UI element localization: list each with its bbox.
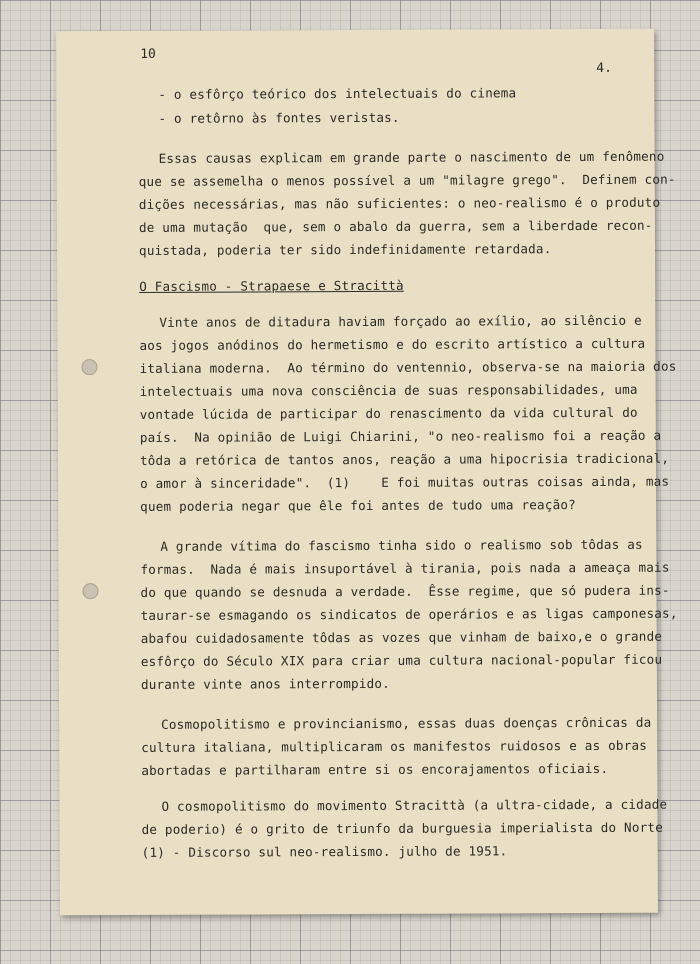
punch-hole-bottom bbox=[82, 583, 98, 599]
corner-number: 4. bbox=[596, 60, 612, 76]
text-line: quistada, poderia ter sido indefinidamente retardada. bbox=[138, 241, 552, 258]
page-number: 10 bbox=[140, 46, 156, 62]
text-line: que se assemelha o menos possível a um "milagre grego". Definem con- bbox=[138, 171, 676, 189]
text-line: esfôrço do Século XIX para criar uma cultura nacional-popular ficou bbox=[140, 651, 663, 669]
text-line: taurar-se esmagando os sindicatos de operários e as ligas camponesas, bbox=[140, 605, 678, 623]
punch-hole-top bbox=[82, 359, 98, 375]
section-heading: O Fascismo - Strapaese e Stracittà bbox=[139, 277, 404, 294]
text-line: de poderio) é o grito de triunfo da burguesia imperialista do Norte bbox=[141, 819, 663, 837]
text-line: formas. Nada é mais insuportável à tirania, pois nada a ameaça mais bbox=[140, 559, 670, 577]
text-line: O cosmopolitismo do movimento Stracittà (a ultra-cidade, a cidade bbox=[161, 796, 668, 814]
text-line: vontade lúcida de participar do renascimento da vida cultural do bbox=[139, 404, 638, 422]
text-line: aos jogos anódinos do hermetismo e do escrito artístico a cultura bbox=[139, 335, 646, 353]
bullet-item: - o retôrno às fontes veristas. bbox=[158, 109, 400, 126]
text-line: abafou cuidadosamente tôdas as vozes que vinham de baixo,e o grande bbox=[140, 628, 663, 646]
text-line: Vinte anos de ditadura haviam forçado ao exílio, ao silêncio e bbox=[159, 312, 642, 330]
footnote: (1) - Discorso sul neo-realismo. julho de 1951. bbox=[141, 843, 508, 860]
text-line: de uma mutação que, sem o abalo da guerra, sem a liberdade recon- bbox=[138, 217, 653, 235]
text-line: italiana moderna. Ao término do ventennio, observa-se na maioria dos bbox=[139, 358, 677, 376]
typed-page bbox=[56, 29, 678, 916]
text-line: intelectuais uma nova consciência de suas responsabilidades, uma bbox=[139, 381, 638, 399]
text-line: dições necessárias, mas não suficientes: o neo-realismo é o produto bbox=[138, 194, 661, 212]
text-line: durante vinte anos interrompido. bbox=[140, 675, 390, 692]
text-line: cultura italiana, multiplicaram os manifestos ruidosos e as obras bbox=[141, 737, 648, 755]
text-line: país. Na opinião de Luigi Chiarini, "o neo-realismo foi a reação a bbox=[139, 427, 662, 445]
text-line: tôda a retórica de tantos anos, reação a uma hipocrisia tradicional, bbox=[139, 450, 670, 468]
text-line: do que quando se desnuda a verdade. Êsse regime, que só pudera ins- bbox=[140, 582, 670, 600]
text-line: abortadas e partilharam entre si os encorajamentos oficiais. bbox=[141, 760, 609, 778]
text-line: Cosmopolitismo e provincianismo, essas duas doenças crônicas da bbox=[161, 714, 652, 732]
text-line: o amor à sinceridade". (1) E foi muitas outras coisas ainda, mas bbox=[140, 473, 670, 491]
bullet-item: - o esfôrço teórico dos intelectuais do cinema bbox=[158, 85, 517, 102]
text-line: Essas causas explicam em grande parte o nascimento de um fenômeno bbox=[158, 148, 665, 166]
text-line: quem poderia negar que êle foi antes de tudo uma reação? bbox=[140, 497, 576, 514]
text-line: A grande vítima do fascismo tinha sido o realismo sob tôdas as bbox=[160, 536, 643, 554]
